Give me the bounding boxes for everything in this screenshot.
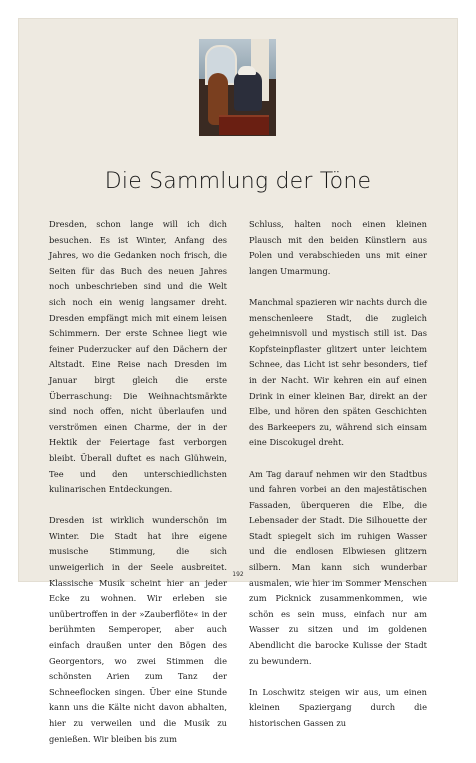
left-column: [49, 217, 227, 763]
paragraph: Dresden, schon lange will ich dich besuchen. Es ist Winter, Anfang des Jahres, wo die Gedanken noch frisch, die Seiten für das Buch des neuen Jahres noch unbeschrieben sind und die Welt sich noch ein wenig langsamer dreht. Dresden empfängt mich mit einem leisen Schimmern. Der erste Schnee liegt wie feiner Puderzucker auf den Dächern der Altstadt. Eine Reise nach Dresden im Januar birgt gleich die erste Überraschung: Die Weihnachtsmärkte sind noch offen, nicht überlaufen und verströmen einen Charme, der in der Hektik der Feiertage fast verborgen bleibt. Überall duftet es nach Glühwein, Tee und den unterschiedlichsten kulinarischen Entdeckungen.: [49, 219, 227, 495]
musician-photo: [199, 39, 276, 136]
paragraph: Dresden ist wirklich wunderschön im Winter. Die Stadt hat ihre eigene musische Stimmung, die sich unweigerlich in der Seele ausbreitet. Klassische Musik scheint hier an jeder Ecke zu wohnen. Wir erleben sie unübertroffen in der »Zauberflöte« in der berühmten Semperoper, aber auch einfach draußen unter den Bögen des Georgentors, wo zwei Stimmen die schönsten Arien zum Tanz der Schneeflocken singen. Über eine Stunde kann uns die Kälte nicht davon abhalten, hier zu verweilen und die Musik zu genießen. Wir bleiben bis zum: [49, 515, 227, 744]
photo-musician: [234, 71, 262, 111]
photo-instrument: [219, 115, 269, 135]
article-title: Die Sammlung der Töne: [104, 169, 372, 194]
paragraph: Manchmal spazieren wir nachts durch die menschenleere Stadt, die zugleich geheimnisvoll und mystisch still ist. Das Kopfsteinpflaster glitzert unter leichtem Schnee, das Licht ist sehr besonders, tief in der Nacht. Wir kehren ein auf einen Drink in einer kleinen Bar, direkt an der Elbe, und hören den späten Geschichten des Barkeepers zu, während sich einsam eine Discokugel dreht.: [249, 296, 427, 448]
paragraph: In Loschwitz steigen wir aus, um einen kleinen Spaziergang durch die historischen Gassen zu: [249, 686, 427, 728]
page-number: 192: [232, 571, 244, 578]
photo-hat: [238, 66, 256, 75]
paragraph: Schluss, halten noch einen kleinen Plausch mit den beiden Künstlern aus Polen und verabschieden uns mit einer langen Umarmung.: [249, 219, 427, 276]
book-page: [18, 18, 458, 744]
right-column: [249, 217, 427, 747]
paragraph: Am Tag darauf nehmen wir den Stadtbus und fahren vorbei an den majestätischen Fassaden, überqueren die Elbe, die Lebensader der Stadt. Die Silhouette der Stadt spiegelt sich im ruhigen Wasser und die endlosen Elbwiesen glitzern silbern. Man kann sich wunderbar ausmalen, wie hier im Sommer Menschen zum Picknick zusammenkommen, wie schön es sein muss, einfach nur am Wasser zu sitzen und im goldenen Abendlicht die barocke Kulisse der Stadt zu bewundern.: [249, 468, 427, 666]
